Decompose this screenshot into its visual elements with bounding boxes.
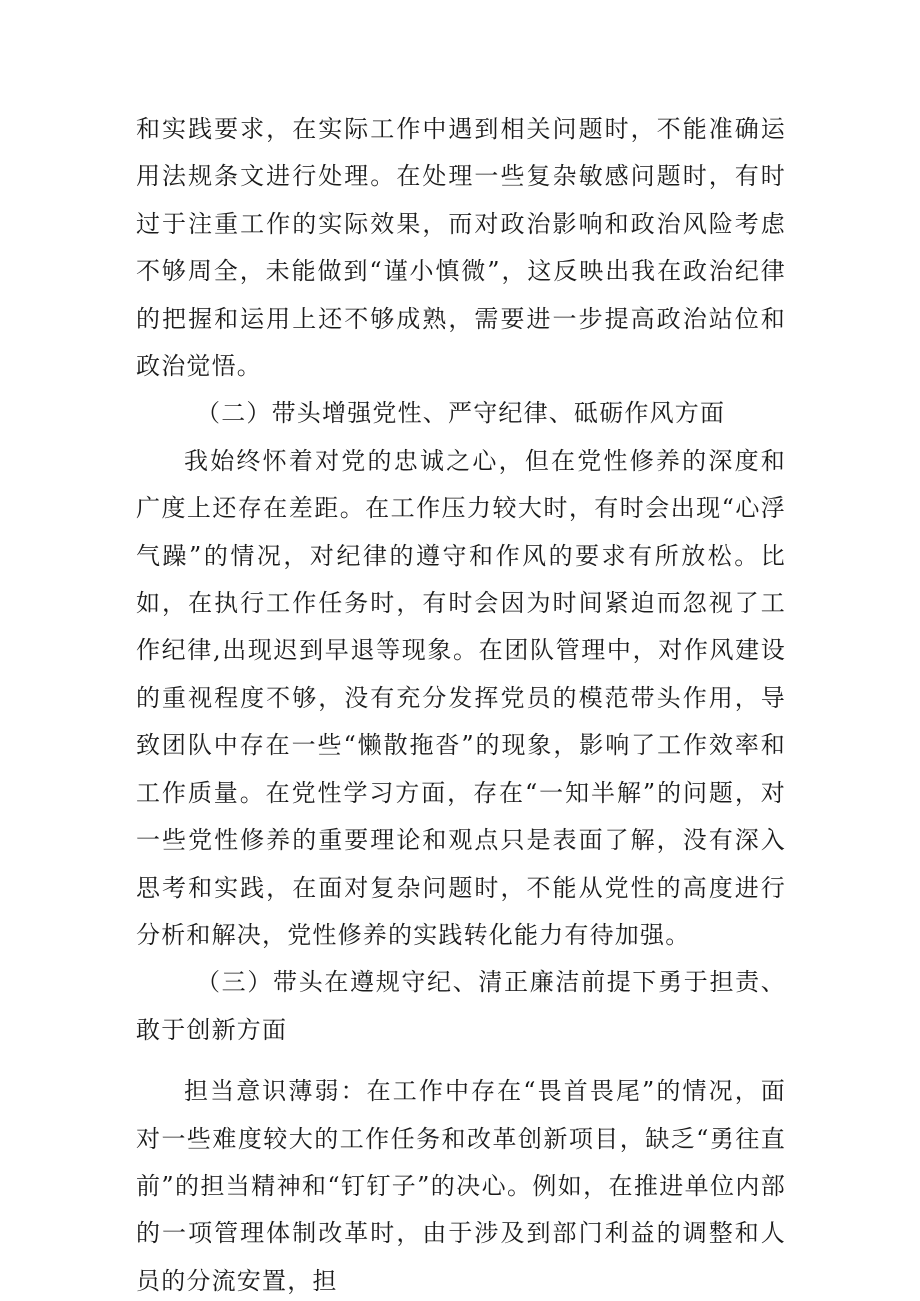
section-heading-two: （二）带头增强党性、严守纪律、砥砺作风方面 xyxy=(196,399,726,428)
document-body xyxy=(136,106,786,1301)
section-heading-three: （三）带头在遵规守纪、清正廉洁前提下勇于担责、敢于创新方面 xyxy=(136,968,786,1044)
paragraph-party-spirit: 我始终怀着对党的忠诚之心，但在党性修养的深度和广度上还存在差距。在工作压力较大时，有时会出现“心浮气躁”的情况，对纪律的遵守和作风的要求有所放松。比如，在执行工作任务时，有时会因为时间紧迫而忽视了工作纪律,出现迟到早退等现象。在团队管理中，对作风建设的重视程度不够，没有充分发挥党员的模范带头作用，导致团队中存在一些“懒散拖沓”的现象，影响了工作效率和工作质量。在党性学习方面，存在“一知半解”的问题，对一些党性修养的重要理论和观点只是表面了解，没有深入思考和实践，在面对复杂问题时，不能从党性的高度进行分析和解决，党性修养的实践转化能力有待加强。 xyxy=(136,446,786,949)
paragraph-political-discipline-continued: 和实践要求，在实际工作中遇到相关问题时，不能准确运用法规条文进行处理。在处理一些复杂敏感问题时，有时过于注重工作的实际效果，而对政治影响和政治风险考虑不够周全，未能做到“谨小慎微”，这反映出我在政治纪律的把握和运用上还不够成熟，需要进一步提高政治站位和政治觉悟。 xyxy=(136,115,786,381)
paragraph-responsibility: 担当意识薄弱：在工作中存在“畏首畏尾”的情况，面对一些难度较大的工作任务和改革创新项目，缺乏“勇往直前”的担当精神和“钉钉子”的决心。例如，在推进单位内部的一项管理体制改革时，由于涉及到部门利益的调整和人员的分流安置，担 xyxy=(136,1077,786,1295)
